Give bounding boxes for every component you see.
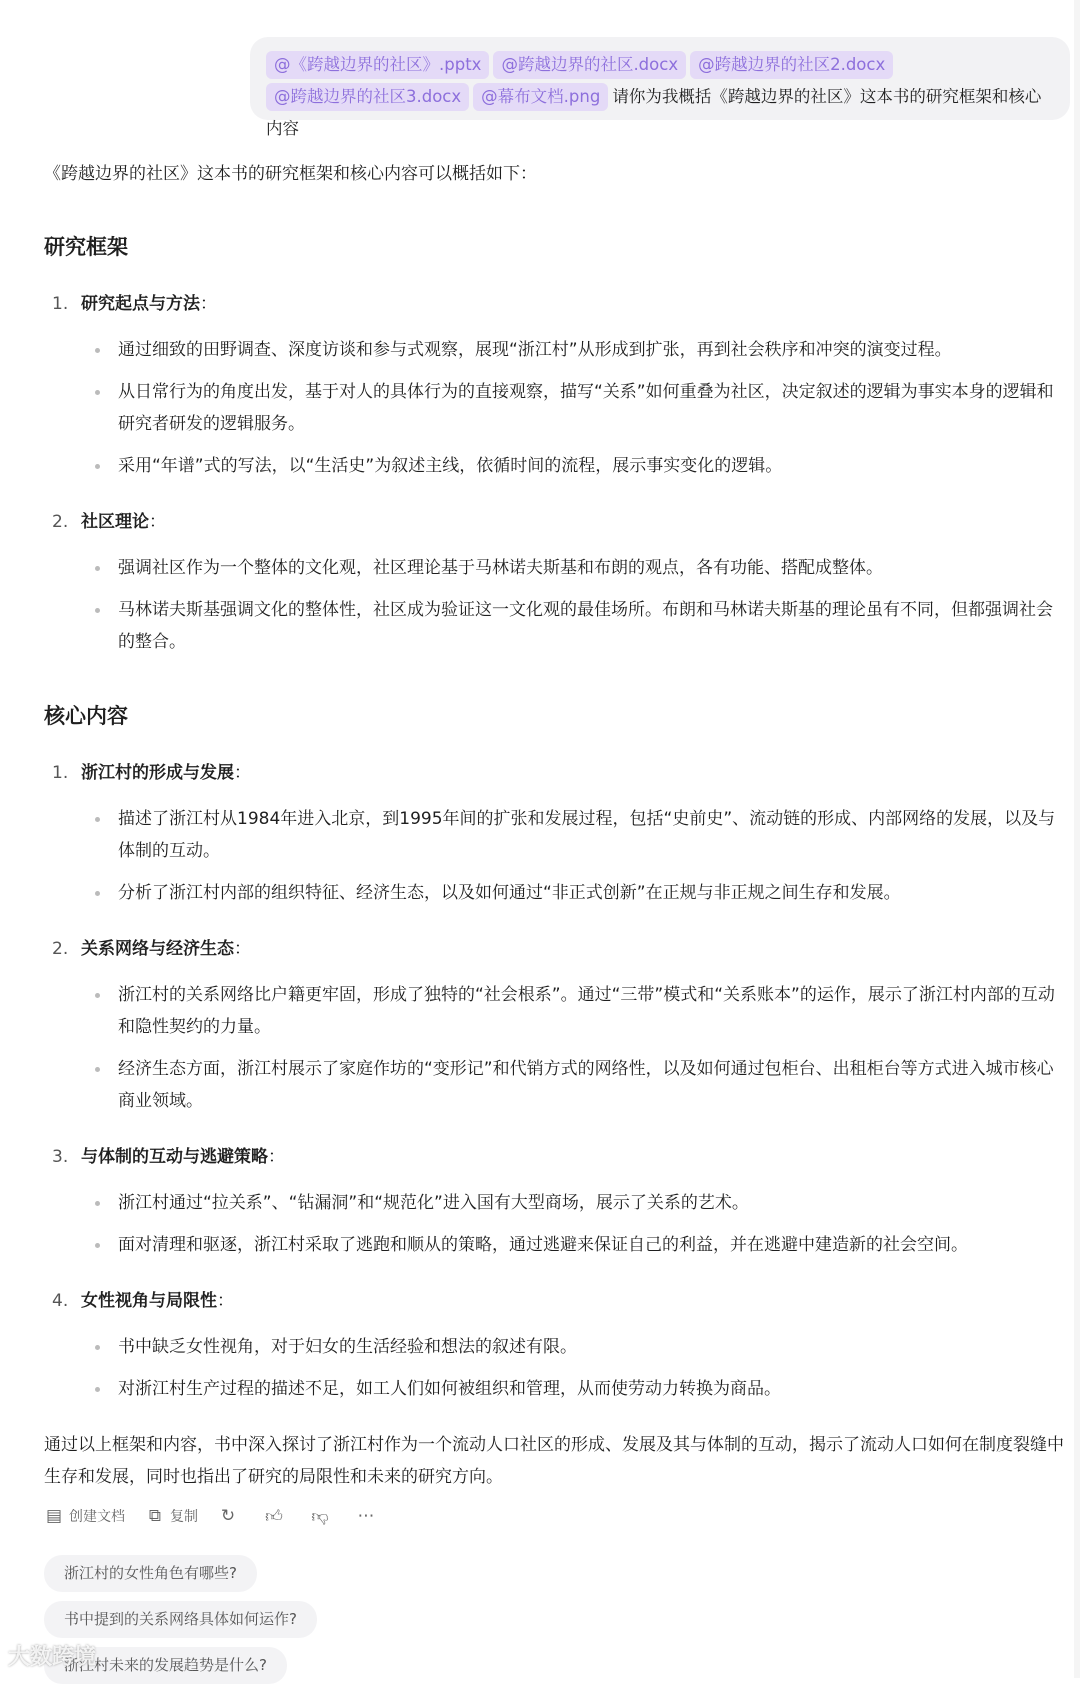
create-doc-label: 创建文档	[69, 1509, 125, 1525]
attachment-tag[interactable]: @跨越边界的社区3.docx	[266, 83, 469, 111]
suggestion-chip[interactable]: 浙江村的女性角色有哪些?	[44, 1555, 257, 1592]
list-item: 马林诺夫斯基强调文化的整体性，社区成为验证这一文化观的最佳场所。布朗和马林诺夫斯基的理论虽有不同，但都强调社会的整合。	[44, 594, 1064, 658]
section-heading: 研究框架	[44, 235, 128, 259]
list-item: 采用“年谱”式的写法，以“生活史”为叙述主线，依循时间的流程，展示事实变化的逻辑。	[44, 450, 1064, 482]
colon: ：	[234, 763, 251, 783]
item-label: 与体制的互动与逃避策略	[81, 1147, 268, 1167]
list-item: 浙江村的关系网络比户籍更牢固，形成了独特的“社会根系”。通过“三带”模式和“关系账本”的运作，展示了浙江村内部的互动和隐性契约的力量。	[44, 979, 1064, 1043]
colon: ：	[200, 294, 217, 314]
answer-intro: 《跨越边界的社区》这本书的研究框架和核心内容可以概括如下：	[44, 164, 537, 184]
copy-icon: ⧉	[148, 1506, 162, 1526]
list-item: 对浙江村生产过程的描述不足，如工人们如何被组织和管理，从而使劳动力转换为商品。	[44, 1373, 1064, 1405]
colon: ：	[217, 1291, 234, 1311]
numbered-item	[44, 933, 1064, 965]
bullet-list	[44, 1331, 1064, 1405]
list-item: 描述了浙江村从1984年进入北京，到1995年间的扩张和发展过程，包括“史前史”、流动链的形成、内部网络的发展，以及与体制的互动。	[44, 803, 1064, 867]
attachment-tag[interactable]: @跨越边界的社区2.docx	[690, 51, 893, 79]
suggestion-chip[interactable]: 书中提到的关系网络具体如何运作?	[44, 1601, 317, 1638]
attachment-tag[interactable]: @跨越边界的社区.docx	[493, 51, 686, 79]
suggestion-chip[interactable]: 浙江村未来的发展趋势是什么?	[44, 1647, 287, 1684]
list-item: 经济生态方面，浙江村展示了家庭作坊的“变形记”和代销方式的网络性，以及如何通过包柜台、出租柜台等方式进入城市核心商业领域。	[44, 1053, 1064, 1117]
colon: ：	[268, 1147, 285, 1167]
list-item: 通过细致的田野调查、深度访谈和参与式观察，展现“浙江村”从形成到扩张，再到社会秩序和冲突的演变过程。	[44, 334, 1064, 366]
attachment-tag[interactable]: @幕布文档.png	[473, 83, 608, 111]
item-number: 1.	[52, 294, 69, 314]
copy-button[interactable]	[145, 1506, 198, 1526]
section-heading: 核心内容	[44, 704, 128, 728]
numbered-item	[44, 506, 1064, 538]
list-item: 分析了浙江村内部的组织特征、经济生态，以及如何通过“非正式创新”在正规与非正规之间生存和发展。	[44, 877, 1064, 909]
colon: ：	[149, 512, 166, 532]
item-label: 社区理论	[81, 512, 149, 532]
item-number: 2.	[52, 939, 69, 959]
bullet-list	[44, 979, 1064, 1117]
list-item: 浙江村通过“拉关系”、“钻漏洞”和“规范化”进入国有大型商场，展示了关系的艺术。	[44, 1187, 1064, 1219]
numbered-item	[44, 757, 1064, 789]
list-item: 面对清理和驱逐，浙江村采取了逃跑和顺从的策略，通过逃避来保证自己的利益，并在逃避中建造新的社会空间。	[44, 1229, 1064, 1261]
item-label: 研究起点与方法	[81, 294, 200, 314]
item-label: 关系网络与经济生态	[81, 939, 234, 959]
regenerate-icon[interactable]: ↻	[220, 1506, 236, 1526]
create-doc-button[interactable]	[44, 1506, 125, 1526]
numbered-item	[44, 1141, 1064, 1173]
user-message-text: 请你为我概括《跨越边界的社区》这本书的研究框架和核心内容	[266, 87, 1042, 138]
user-message-bubble	[250, 37, 1070, 138]
item-label: 女性视角与局限性	[81, 1291, 217, 1311]
message-actions	[44, 1506, 376, 1526]
bullet-list	[44, 552, 1064, 658]
item-label: 浙江村的形成与发展	[81, 763, 234, 783]
item-number: 1.	[52, 763, 69, 783]
more-icon[interactable]: ⋯	[357, 1506, 375, 1526]
answer	[44, 158, 1064, 1493]
list-item: 书中缺乏女性视角，对于妇女的生活经验和想法的叙述有限。	[44, 1331, 1064, 1363]
numbered-item	[44, 1285, 1064, 1317]
thumbs-down-icon[interactable]: 👎︎	[311, 1506, 329, 1527]
answer-section	[44, 700, 1064, 1405]
document-icon: ▤	[45, 1506, 63, 1526]
item-number: 3.	[52, 1147, 69, 1167]
thumbs-up-icon[interactable]: 👍︎	[265, 1506, 283, 1527]
item-number: 4.	[52, 1291, 69, 1311]
bullet-list	[44, 334, 1064, 482]
colon: ：	[234, 939, 251, 959]
bullet-list	[44, 1187, 1064, 1261]
list-item: 强调社区作为一个整体的文化观，社区理论基于马林诺夫斯基和布朗的观点，各有功能、搭配成整体。	[44, 552, 1064, 584]
copy-label: 复制	[170, 1509, 198, 1525]
watermark: 大数跨境	[8, 1645, 97, 1670]
list-item: 从日常行为的角度出发，基于对人的具体行为的直接观察，描写“关系”如何重叠为社区，决定叙述的逻辑为事实本身的逻辑和研究者研发的逻辑服务。	[44, 376, 1064, 440]
scrollbar[interactable]	[1074, 0, 1080, 1678]
attachment-tag[interactable]: @《跨越边界的社区》.pptx	[266, 51, 489, 79]
answer-section	[44, 231, 1064, 658]
answer-conclusion: 通过以上框架和内容，书中深入探讨了浙江村作为一个流动人口社区的形成、发展及其与体制的互动，揭示了流动人口如何在制度裂缝中生存和发展，同时也指出了研究的局限性和未来的研究方向。	[44, 1435, 1064, 1487]
item-number: 2.	[52, 512, 69, 532]
bullet-list	[44, 803, 1064, 909]
numbered-item	[44, 288, 1064, 320]
